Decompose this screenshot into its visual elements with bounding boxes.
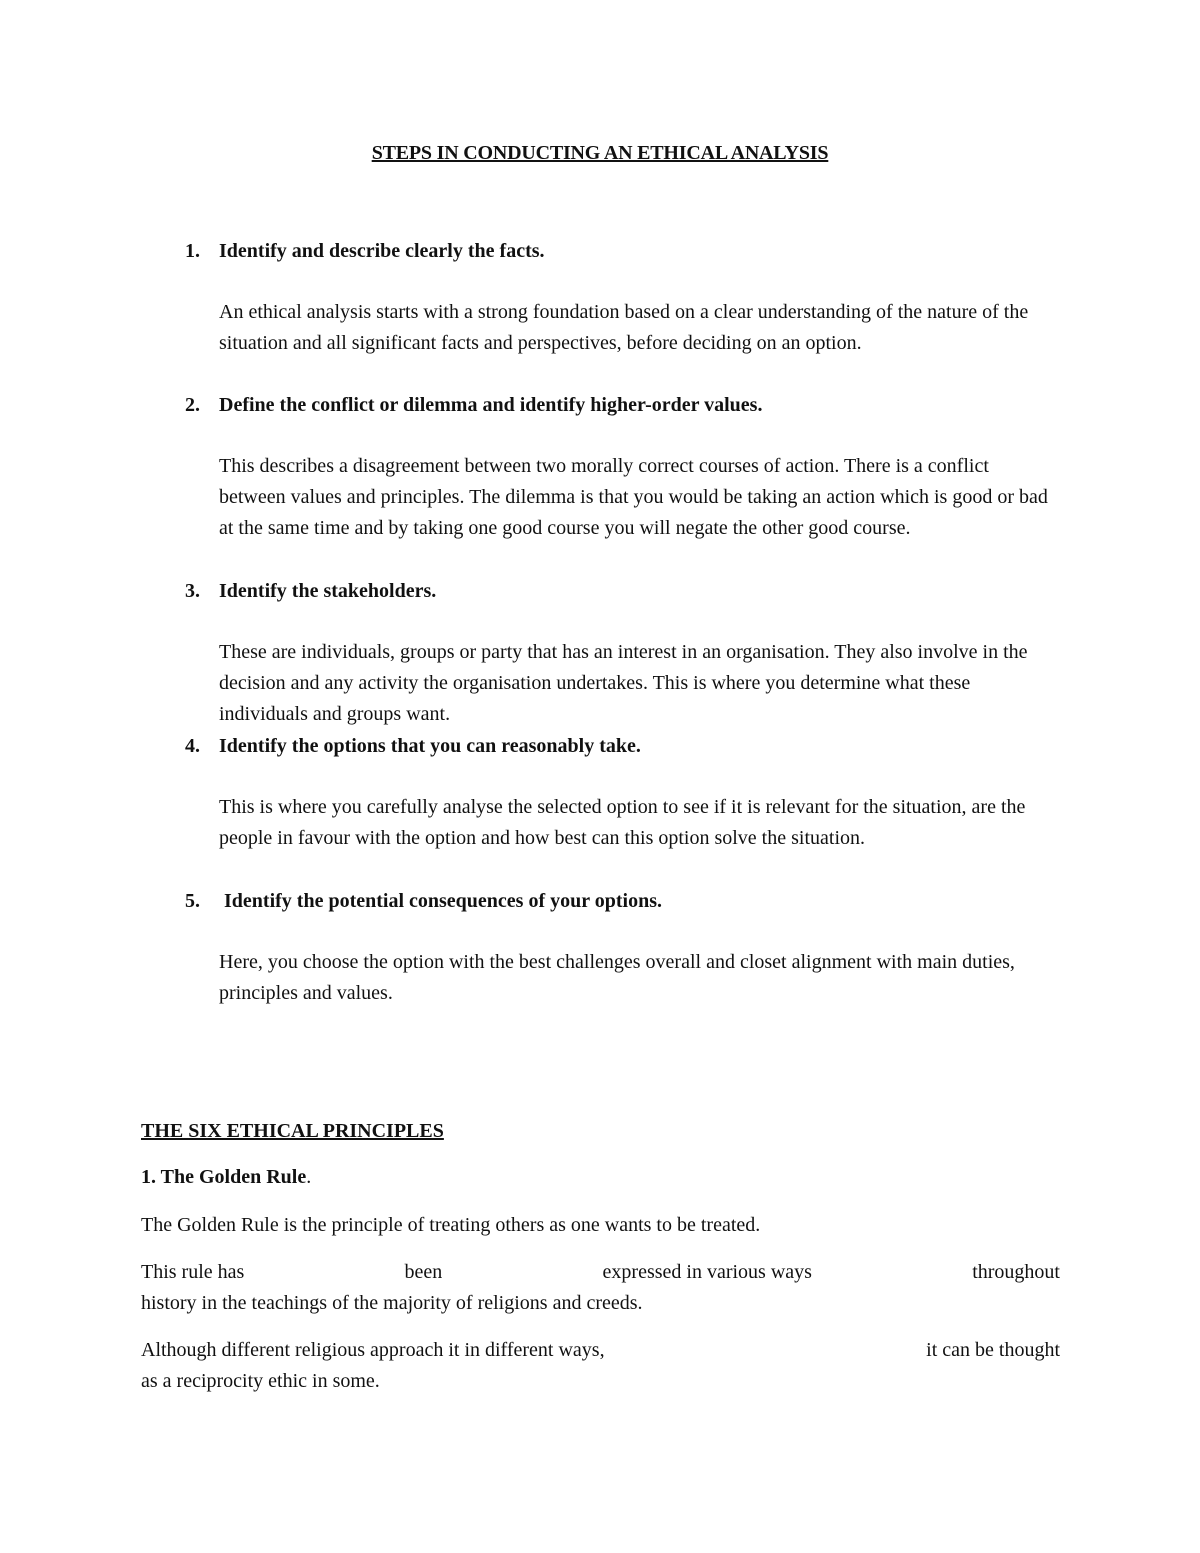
step-heading <box>185 390 1065 421</box>
paragraph-reciprocity <box>141 1335 1060 1397</box>
step-body: Here, you choose the option with the best challenges overall and closet alignment with main duties, principles and values. <box>219 951 1015 1004</box>
principle-heading-dot: . <box>306 1166 312 1188</box>
step-4 <box>185 731 1065 854</box>
step-3 <box>185 576 1065 730</box>
step-heading <box>185 576 1065 607</box>
step-body: These are individuals, groups or party that has an interest in an organisation. They also involve in the decision and any activity the organisation undertakes. This is where you determine what these individuals and groups want. <box>219 641 1028 725</box>
paragraph-rule-history <box>141 1257 1060 1319</box>
principle-heading <box>141 1166 311 1189</box>
step-1 <box>185 236 1065 359</box>
step-heading-text: Identify and describe clearly the facts. <box>219 240 545 262</box>
step-number: 5. <box>185 890 200 912</box>
step-heading <box>185 236 1065 267</box>
step-heading-text: Define the conflict or dilemma and identify higher-order values. <box>219 394 763 416</box>
justified-line <box>141 1257 1060 1288</box>
text-line: as a reciprocity ethic in some. <box>141 1370 380 1392</box>
text-fragment: Although different religious approach it in different ways, <box>141 1339 605 1361</box>
step-2 <box>185 390 1065 544</box>
step-body: This is where you carefully analyse the selected option to see if it is relevant for the situation, are the people in favour with the option and how best can this option solve the situation. <box>219 796 1026 849</box>
text-line: history in the teachings of the majority of religions and creeds. <box>141 1292 643 1314</box>
text-fragment: throughout <box>972 1261 1060 1283</box>
paragraph-golden-rule: The Golden Rule is the principle of treating others as one wants to be treated. <box>141 1214 761 1236</box>
text-fragment: been <box>404 1261 443 1283</box>
step-heading <box>185 731 1065 762</box>
step-body: An ethical analysis starts with a strong foundation based on a clear understanding of the nature of the situation and all significant facts and perspectives, before deciding on an option. <box>219 301 1029 354</box>
section-title: THE SIX ETHICAL PRINCIPLES <box>141 1120 444 1142</box>
principle-heading-text: 1. The Golden Rule <box>141 1166 307 1188</box>
text-fragment: it can be thought <box>926 1339 1060 1361</box>
text-fragment: expressed in various ways <box>602 1261 812 1283</box>
step-number: 4. <box>185 735 200 757</box>
step-number: 1. <box>185 240 200 262</box>
step-number: 3. <box>185 580 200 602</box>
step-5 <box>185 886 1065 1009</box>
page-title: STEPS IN CONDUCTING AN ETHICAL ANALYSIS <box>371 142 829 164</box>
text-fragment: This rule has <box>141 1261 245 1283</box>
justified-line <box>141 1335 1060 1366</box>
step-body: This describes a disagreement between two morally correct courses of action. There is a conflict between values and principles. The dilemma is that you would be taking an action which is good or bad at the same time and by taking one good course you will negate the other good course. <box>219 455 1048 539</box>
step-heading <box>185 886 1065 917</box>
step-heading-text: Identify the options that you can reasonably take. <box>219 735 641 757</box>
step-heading-text: Identify the stakeholders. <box>219 580 437 602</box>
step-number: 2. <box>185 394 200 416</box>
step-heading-text: Identify the potential consequences of your options. <box>219 890 662 912</box>
